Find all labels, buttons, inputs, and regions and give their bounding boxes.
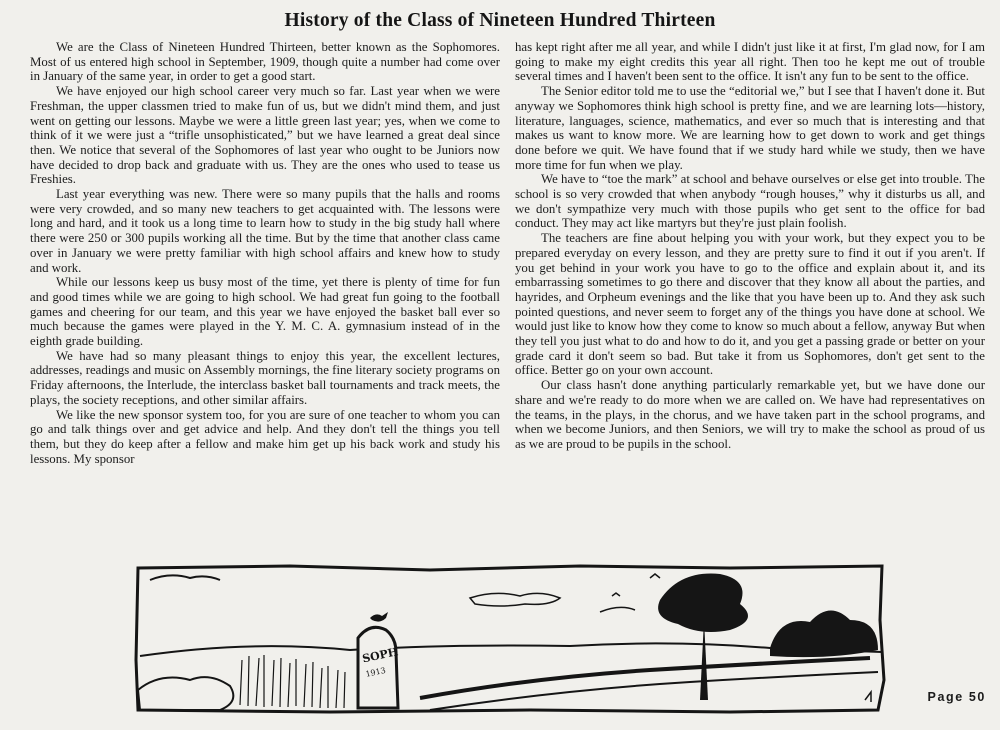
artist-mark [865, 692, 871, 702]
page-number: Page 50 [927, 690, 986, 704]
cloud-left [150, 575, 220, 580]
bushes [770, 610, 878, 657]
paragraph: The teachers are fine about helping you with your work, but they expect you to be prepared everyday on every lesson, and they are pretty sure to find it out if you aren't. If you get behind in your work you have to go to the office and explain about it, and its embarrassing sometimes to go there and discover that they know all about the parties, and hayrides, and Orpheum evenings and the like that you have been up to. And they ask such pointed questions, and never seem to forget any of the things you have done at school. We would just like to know how they come to know so much about a fellow, anyway But when they tell you just what to do and how to do it, and you get a passing grade or better on your grade card it don't seem so bad. But take it from us Sophomores, don't get sent to the office. Better go on your own account. [515, 231, 985, 378]
tall-grass [240, 655, 345, 708]
bird-icon [612, 593, 620, 596]
cloud-center [470, 593, 560, 606]
right-column [515, 40, 985, 452]
paragraph: Our class hasn't done anything particularly remarkable yet, but we have done our share and we're ready to do more when we are called on. We have had representatives on the teams, in the plays, in the chorus, and we have taken part in the school programs, and when we become Juniors, and then Seniors, we will try to make the school as proud of us as we are proud to be pupils in the school. [515, 378, 985, 451]
cloud-right [600, 607, 635, 612]
paragraph: We are the Class of Nineteen Hundred Thirteen, better known as the Sophomores. Most of us entered high school in September, 1909, though quite a number had come over in January of the same year, in order to get a good start. [30, 40, 500, 84]
bird-icon [650, 574, 660, 578]
road [420, 658, 870, 698]
page-title: History of the Class of Nineteen Hundred Thirteen [284, 10, 716, 31]
tombstone-label: SOPH [361, 645, 400, 666]
paragraph: Last year everything was new. There were so many pupils that the halls and rooms were very crowded, and so many new teachers to get acquainted with. The lessons were long and hard, and it took us a long time to learn how to study in the big study hall where there were 250 or 300 pupils working all the time. But by the time that another class came over in January we were pretty familiar with high school affairs and knew how to study and work. [30, 187, 500, 275]
bird-icon [370, 612, 388, 622]
paragraph: We like the new sponsor system too, for you are sure of one teacher to whom you can go and talk things over and get advice and help. And they don't tell the things you tell them, but they do keep after a fellow and make him get up his back work and study his lessons. My sponsor [30, 407, 500, 466]
paragraph: We have to “toe the mark” at school and behave ourselves or else get into trouble. The school is so very crowded that when anybody “rough houses,” why it disturbs us all, and we don't sympathize very much with those pupils who get sent to the office for bad conduct. They may act like martyrs but they're just plain foolish. [515, 172, 985, 231]
rocks [138, 677, 233, 710]
paragraph: While our lessons keep us busy most of the time, yet there is plenty of time for fun and good times while we are going to high school. We had great fun going to the football games and cheering for our team, and this year we have enjoyed the basket ball ever so much because the games were played in the Y. M. C. A. gymnasium instead of in the eighth grade building. [30, 275, 500, 349]
tombstone-year: 1913 [364, 665, 387, 679]
paragraph-continued: has kept right after me all year, and while I didn't just like it at first, I'm glad now, for I am going to make my eight credits this year all right. Then too he kept me out of trouble several times and I haven't been sent to the office. It isn't any fun to be sent to the office. [515, 40, 985, 84]
tree-canopy [658, 574, 748, 632]
road-edge [430, 672, 878, 710]
left-column [30, 40, 500, 466]
paragraph: The Senior editor told me to use the “editorial we,” but I see that I haven't done it. But anyway we Sophomores think high school is pretty fine, and we are learning lots—history, literature, languages, science, mathematics, and ever so much that is interesting and that makes us want to know more. We are learning how to get down to work and get things done before we quit. We have found that if we study hard while we study, then we have more time for fun when we play. [515, 84, 985, 172]
landscape-illustration [130, 560, 890, 725]
paragraph: We have had so many pleasant things to enjoy this year, the excellent lectures, addresses, readings and music on Assembly mornings, the fine literary society programs on Friday afternoons, the Interlude, the interclass basket ball tournaments and track meets, the plays, the society receptions, and other similar affairs. [30, 348, 500, 407]
tree-trunk [700, 620, 708, 700]
paragraph: We have enjoyed our high school career very much so far. Last year when we were Freshman, the upper classmen tried to make fun of us, but we didn't mind them, and just went on getting our lessons. Maybe we were a little green last year; yes, when we come to think of it we were just a “trifle unsophisticated,” but we have learned a great deal since then. We notice that several of the Sophomores of last year who ought to be Juniors now have decided to drop back and graduate with us. They are the ones who used to tease us Freshies. [30, 84, 500, 187]
